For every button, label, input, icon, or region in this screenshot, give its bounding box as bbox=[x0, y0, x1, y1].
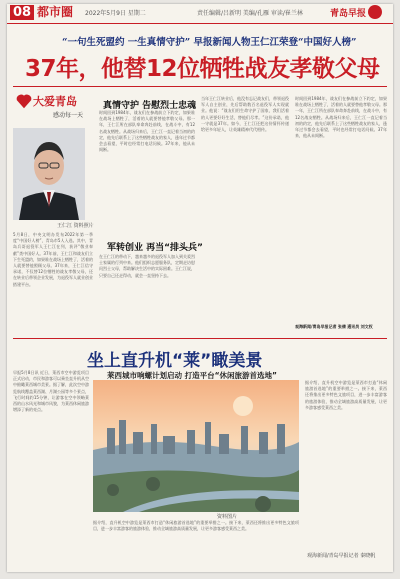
story2-body-left: 早报5月8日讯 近日，莱西市空中游览项目正式启动，市民和游客可以乘坐直升机从空中俯瞰莱西城市美景。据了解，此次空中游览航线覆盖莱西湖、月湖公园等多个景点，飞行时间约15分钟，让游客在空中领略莱西的山水风光和城市风貌，为莱西休闲旅游增添了新的亮点。 bbox=[13, 370, 89, 413]
issue-date: 2022年5月9日 星期二 bbox=[85, 10, 146, 17]
story-separator bbox=[13, 338, 387, 339]
photo-caption: 资料图片 bbox=[217, 514, 238, 520]
story2-subheadline: 莱西城市响螺计划启动 打造平台“休闲旅游首选地” bbox=[107, 371, 277, 380]
story2-headline: 坐上直升机“莱”瞰美景 bbox=[87, 351, 263, 371]
newspaper-page bbox=[7, 4, 393, 572]
page-header bbox=[7, 4, 393, 22]
story-kicker: “一句生死盟约 一生真情守护” 早报新闻人物王仁江荣登“中国好人榜” bbox=[62, 37, 357, 48]
story-subhead-1: 真情守护 告慰烈士忠魂 bbox=[103, 101, 197, 111]
page-number: 08 bbox=[10, 5, 34, 20]
story-body-middle-2: 在王仁江的带动下，越来越多的退役军人加入到关爱烈士家属的行列中来。他们组织志愿服务队，定期走访慰问烈士父母，帮助解决生活中的实际困难。王仁江说，只要自己还走得动，就会一直坚持下去。 bbox=[99, 254, 195, 278]
header-rule bbox=[7, 23, 393, 24]
newspaper-logo-icon bbox=[368, 5, 382, 19]
story-byline: 观海新闻/青岛早报记者 张倩 通讯员 刘文权 bbox=[295, 324, 373, 329]
headline-rule bbox=[13, 86, 387, 87]
portrait-photo bbox=[13, 128, 85, 220]
story-headline: 37年，他替12位牺牲战友孝敬父母 bbox=[25, 56, 380, 82]
story-body-far-right: 时间回到1984年，战友们在参战前立下约定，如果谁在战场上牺牲了，活着的人就要替他孝敬父母。那一年，王仁江所在部队奉命奔赴前线，在战斗中，有12名战友牺牲。从战场归来后，王仁江一直记着当初的约定，他先后联系上了这些牺牲战友的家人，逢年过节都会去看望，平时也经常打电话问候。37年来，他从未间断。 bbox=[295, 96, 387, 139]
heart-icon bbox=[15, 92, 33, 110]
portrait-caption: 王仁江 资料照片 bbox=[57, 223, 94, 229]
story-body-left: 5月8日，中央文明办发布2022年第一季度“中国好人榜”，青岛市5人入选。其中，青岛兵哥退役军人王仁江在列，获评“敬业奉献”类中国好人。37年前，王仁江和战友们立下生死盟约，如果谁在战场上牺牲了，活着的人就要替他照顾父母。37年来，王仁江信守承诺，不仅替12位牺牲的战友孝敬父母，还在转业后带领企业发展，为退役军人就业创业搭建平台。 bbox=[13, 232, 93, 287]
badge-title: 大爱青岛 bbox=[33, 95, 77, 108]
badge-subtitle: 感动每一天 bbox=[53, 112, 84, 119]
column-badge bbox=[13, 90, 93, 124]
story-body-middle: 时间回到1984年，战友们在参战前立下约定，如果谁在战场上牺牲了，活着的人就要替他孝敬父母。那一年，王仁江所在部队奉命奔赴前线，在战斗中，有12名战友牺牲。从战场归来后，王仁江一直记着当初的约定，他先后联系上了这些牺牲战友的家人，逢年过节都会去看望，平时也经常打电话问候。37年来，他从未间断。 bbox=[99, 110, 195, 153]
editor-credits: 责任编辑/吕新明 美编/孔雁 审读/崔兰林 bbox=[197, 10, 303, 17]
story2-body-right: 据介绍，直升机空中游览是莱西市打造“休闲旅游首选地”的重要举措之一。接下来，莱西还将推出更多特色文旅项目，进一步丰富游客的旅游体验，推动全域旅游高质量发展，让更多游客感受莱西之美。 bbox=[305, 380, 387, 410]
section-name: 都市圈 bbox=[37, 5, 74, 19]
newspaper-brand: 青岛早报 bbox=[330, 9, 367, 19]
story-subhead-2: 军转创业 再当“排头兵” bbox=[107, 243, 203, 253]
story2-byline: 观海新闻/青岛早报记者 秦晓帆 bbox=[307, 553, 376, 559]
aerial-city-photo bbox=[93, 380, 299, 512]
story-body-right: 当年王仁江转业后，他没有忘记战友们，带领退役军人自主创业，先后帮助数百名退役军人实现就业。他说：“战友们用生命守护了国家，我们活着的人更要好好生活，替他们尽孝。”这份承诺，他一守就是37年。如今，王仁江还把这份情怀传递给更多年轻人，让英雄精神代代相传。 bbox=[201, 96, 289, 133]
story2-body-bottom: 据介绍，直升机空中游览是莱西市打造“休闲旅游首选地”的重要举措之一。接下来，莱西还将推出更多特色文旅项目，进一步丰富游客的旅游体验，推动全域旅游高质量发展，让更多游客感受莱西之美。 bbox=[93, 520, 299, 532]
